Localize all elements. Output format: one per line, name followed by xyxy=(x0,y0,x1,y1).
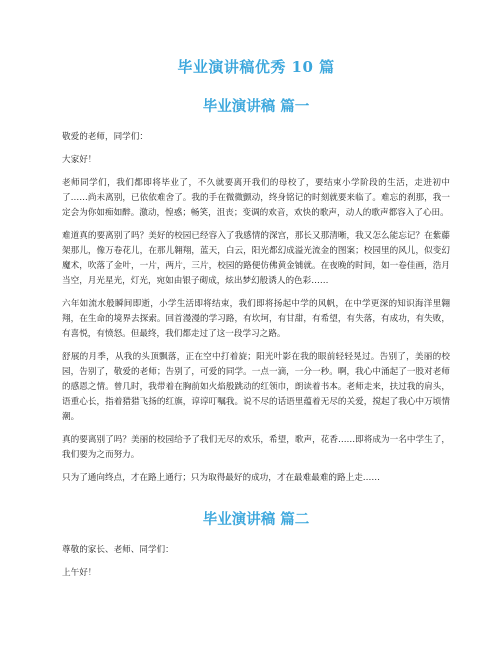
paragraph: 舒展的月季，从我的头顶飘落，正在空中打着旋；阳光叶影在我的眼前轻轻晃过。告别了，美丽的校园，告别了，敬爱的老师；告别了，可爱的同学。一点一滴，一分一秒。啊，我心中涌起了一股对老师的感恩之情。曾几时，我带着在胸前如火焰般跳动的红领巾，朗读着书本。老师走来，扶过我的肩头，语重心长，指着猎猎飞扬的红旗，谆谆叮嘱我。说不尽的话语里蕴着无尽的关爱，搅起了我心中万顷情潮。 xyxy=(62,352,450,422)
paragraph: 真的要离别了吗？美丽的校园给予了我们无尽的欢乐，希望，歌声，花香……即将成为一名中学生了，我们要为之而努力。 xyxy=(62,435,450,460)
paragraph: 六年如流水般瞬间即逝，小学生活即将结束，我们即将扬起中学的风帆，在中学更深的知识海洋里翱翔，在生命的境界去探索。回首漫漫的学习路，有坎坷，有甘甜，有希望，有失落，有成功，有失败，有喜悦，有愤怒。但最终，我们都走过了这一段学习之路。 xyxy=(62,299,450,339)
section-heading-1: 毕业演讲稿 篇一 xyxy=(202,98,310,115)
paragraph: 上午好！ xyxy=(62,568,97,578)
paragraph: 大家好！ xyxy=(62,155,97,165)
paragraph: 难道真的要离别了吗？美好的校园已经容入了我感情的深宫，那长又那清晰，我又怎么能忘记？在紫藤架那儿，像万卷花儿，在那儿翱翔，蓝天，白云，阳光都幻成溢光流金的图案；校园里的风儿，似变幻魔术，吹落了金叶，一片，两片，三片，校园的路便仿佛黄金铺就。在夜晚的时间，如一卷佳画，浩月当空，月光星光，灯光，宛如由银子砌成，炫出梦幻般诱人的色彩…… xyxy=(62,231,450,286)
document-title: 毕业演讲稿优秀 10 篇 xyxy=(177,58,335,76)
paragraph: 老师同学们，我们都即将毕业了，不久就要离开我们的母校了，要结束小学阶段的生活，走进初中了……尚未离别，已依依难舍了。我的手在微微颤动，终身铭记的时刻就要来临了。难忘的刹那，我一定会为你如痴如醉。激动，惶惑；畅笑，沮丧；变调的欢音，欢快的歌声，动人的歌声都容入了心田。 xyxy=(62,178,450,218)
section-heading-2: 毕业演讲稿 篇二 xyxy=(202,511,310,528)
paragraph: 尊敬的家长、老师、同学们： xyxy=(62,545,174,555)
paragraph: 只为了通向终点，才在路上通行；只为取得最好的成功，才在最难最难的路上走…… xyxy=(62,473,380,483)
paragraph: 敬爱的老师，同学们： xyxy=(62,132,148,142)
